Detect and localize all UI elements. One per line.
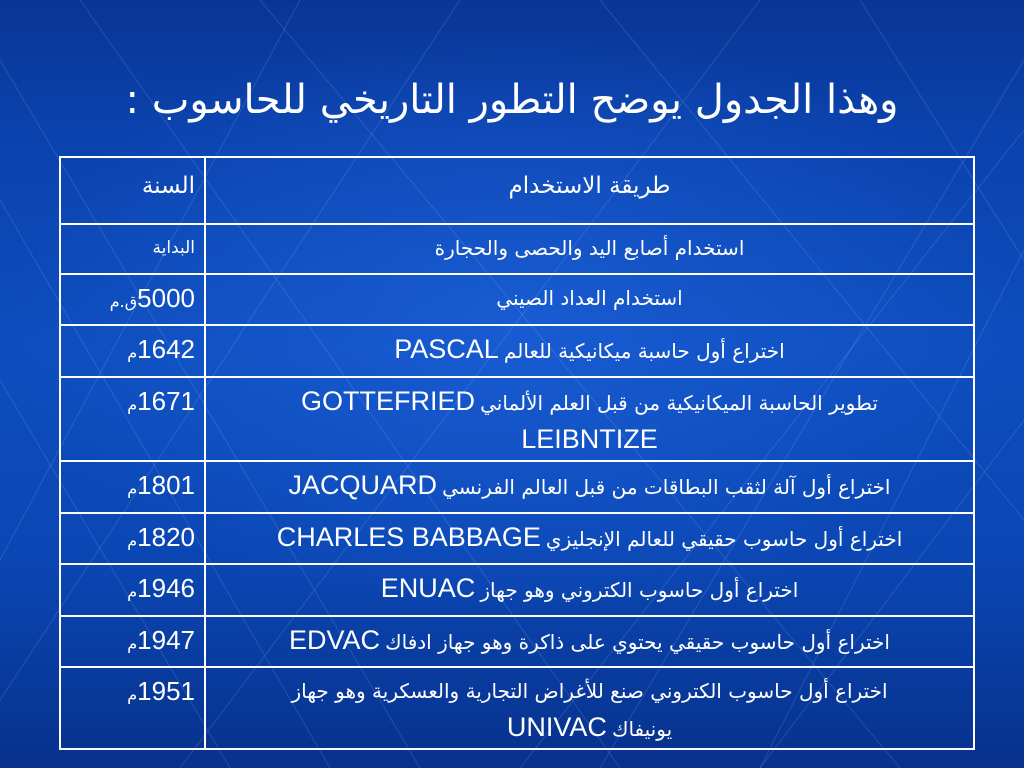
method-line: [228, 571, 951, 609]
method-text-arabic: اختراع أول حاسوب حقيقي يحتوي على ذاكرة وهو جهاز ادفاك: [385, 630, 890, 654]
method-text-arabic: اختراع أول حاسوب حقيقي للعالم الإنجليزي: [545, 527, 903, 551]
method-text-arabic: استخدام أصابع اليد والحصى والحجارة: [434, 236, 745, 260]
method-text-arabic: اختراع أول حاسوب الكتروني صنع للأغراض التجارية والعسكرية وهو جهاز: [291, 679, 888, 703]
computer-history-table: [59, 156, 975, 750]
year-cell: [60, 616, 205, 667]
method-line: [228, 384, 951, 422]
method-text-arabic: اختراع أول حاسوب الكتروني وهو جهاز: [480, 578, 799, 602]
method-cell: [205, 564, 974, 616]
year-number: 1801: [137, 470, 195, 500]
year-era-suffix: م: [127, 531, 138, 550]
method-line: [228, 468, 951, 506]
year-number: 1671: [137, 386, 195, 416]
method-cell: [205, 377, 974, 461]
method-cell: [205, 616, 974, 667]
table-header-row: [60, 157, 974, 224]
year-era-suffix: م: [127, 634, 138, 653]
method-line: [228, 281, 951, 317]
year-era-suffix: ق.م: [109, 292, 138, 311]
header-year: السنة: [60, 157, 205, 224]
year-cell: [60, 667, 205, 749]
year-number: 1642: [137, 334, 195, 364]
year-cell: [60, 461, 205, 513]
year-number: 1820: [137, 522, 195, 552]
method-line: [228, 674, 951, 710]
year-cell: [60, 513, 205, 564]
table-row: [60, 325, 974, 377]
year-cell: [60, 325, 205, 377]
table-row: [60, 377, 974, 461]
year-era-suffix: م: [127, 395, 138, 414]
method-line: [228, 520, 951, 558]
year-number: 1951: [137, 676, 195, 706]
table-row: [60, 224, 974, 274]
method-line: [228, 710, 951, 748]
header-method: طريقة الاستخدام: [205, 157, 974, 224]
method-text-english: ENUAC: [380, 573, 476, 603]
method-text-arabic: استخدام العداد الصيني: [496, 286, 683, 310]
method-cell: [205, 224, 974, 274]
method-line: [228, 332, 951, 370]
method-line: [228, 231, 951, 267]
year-number: 5000: [137, 283, 195, 313]
method-text-english: EDVAC: [289, 625, 381, 655]
method-text-english: GOTTEFRIED: [301, 386, 476, 416]
method-cell: [205, 667, 974, 749]
method-text-arabic: يونيفاك: [611, 717, 673, 741]
slide-title: وهذا الجدول يوضح التطور التاريخي للحاسوب :: [125, 77, 899, 123]
year-label: البداية: [152, 238, 195, 258]
year-number: 1947: [137, 625, 195, 655]
year-cell: [60, 224, 205, 274]
table-row: [60, 564, 974, 616]
method-line: [228, 623, 951, 661]
year-cell: [60, 564, 205, 616]
year-era-suffix: م: [127, 685, 138, 704]
method-cell: [205, 325, 974, 377]
year-cell: [60, 377, 205, 461]
method-line: [228, 422, 951, 460]
year-era-suffix: م: [127, 479, 138, 498]
year-number: 1946: [137, 573, 195, 603]
method-text-english: UNIVAC: [506, 712, 607, 742]
method-text-english: LEIBNTIZE: [521, 424, 658, 454]
method-cell: [205, 513, 974, 564]
table-row: [60, 274, 974, 325]
method-cell: [205, 461, 974, 513]
method-text-english: PASCAL: [394, 334, 499, 364]
table-row: [60, 667, 974, 749]
method-text-arabic: اختراع أول حاسبة ميكانيكية للعالم: [503, 339, 785, 363]
year-era-suffix: م: [127, 582, 138, 601]
table-row: [60, 616, 974, 667]
method-text-arabic: اختراع أول آلة لثقب البطاقات من قبل العالم الفرنسي: [442, 475, 891, 499]
method-cell: [205, 274, 974, 325]
table-row: [60, 513, 974, 564]
table-row: [60, 461, 974, 513]
year-cell: [60, 274, 205, 325]
method-text-english: CHARLES BABBAGE: [276, 522, 541, 552]
method-text-arabic: تطوير الحاسبة الميكانيكية من قبل العلم الألماني: [480, 391, 878, 415]
method-text-english: JACQUARD: [288, 470, 438, 500]
year-era-suffix: م: [127, 343, 138, 362]
